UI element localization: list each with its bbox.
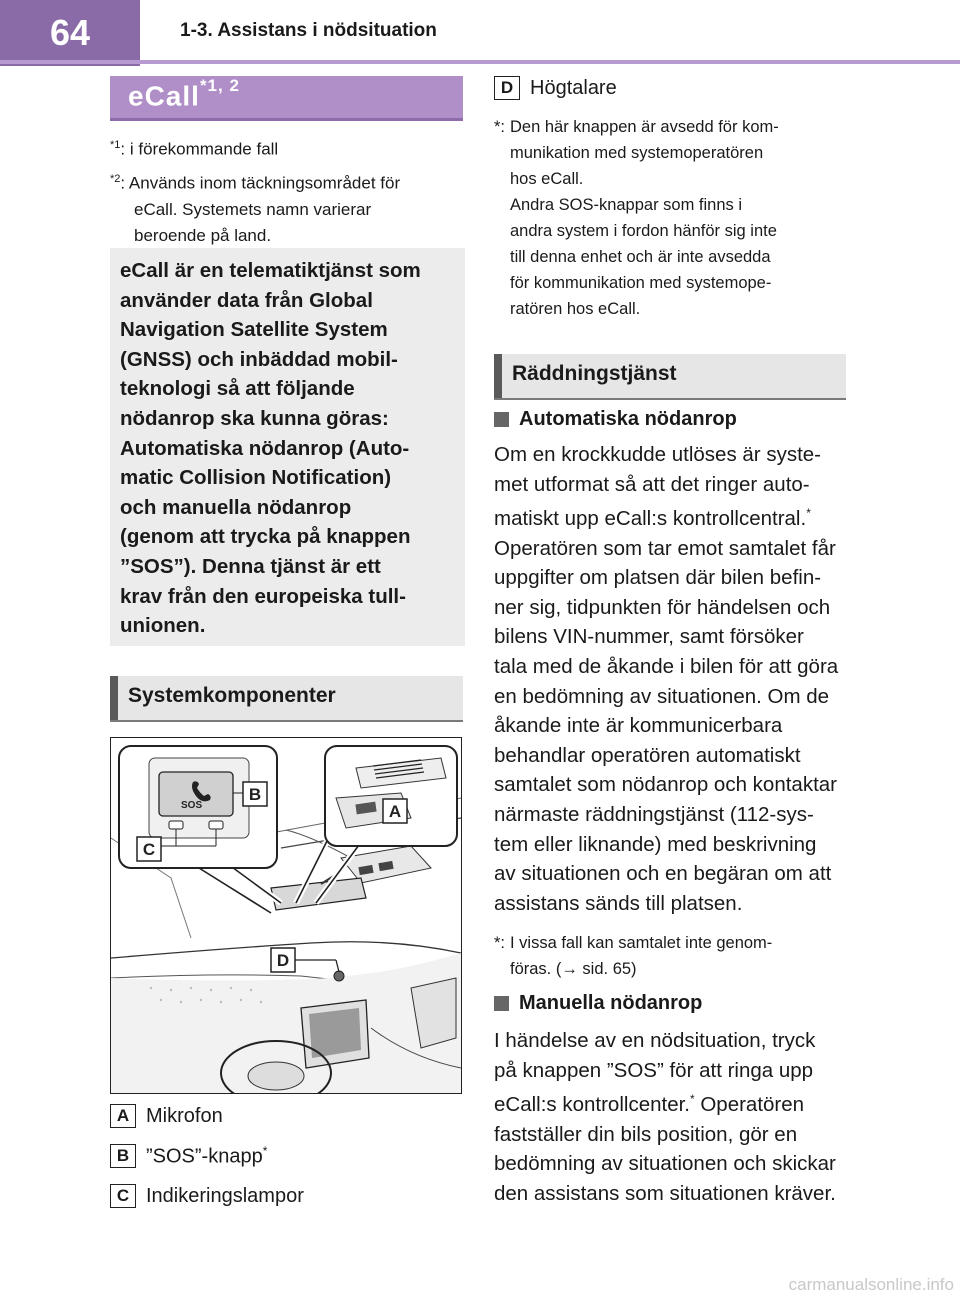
rescue-heading [494,354,846,400]
component-label: Högtalare [530,76,617,99]
auto-call-body: Om en krockkudde utlöses är syste- met utformat så att det ringer auto- matiskt upp eCall:s kontrollcentral.* Operatören som tar emot samtalet får uppgifter om platsen där bilen befin- ner sig, tidpunkten för händelsen och bilens VIN-nummer, samt försöker tala med de åkande i bilen för att göra en bedömning av situationen. Om de åkande inte är kommunicerbara behandlar operatören automatiskt samtalet som nödanrop och kontaktar närmaste räddningstjänst (112-sys- tem eller liknande) med beskrivning av situationen och en begäran om att assistans sänds till platsen. [494,443,839,915]
ecall-title-banner [110,76,463,121]
heading-bar [494,354,502,398]
callout-a [383,799,407,823]
svg-text:D: D [276,951,290,970]
auto-call-note: *: I vissa fall kan samtalet inte genom- föras. (→ sid. 65) [494,934,773,978]
footnote-1: $^{*1}$: i förekommande fall [110,139,279,159]
header-divider [0,60,960,64]
heading-text: Räddningstjänst [512,362,677,385]
letter-box: C [110,1184,136,1208]
letter-box: B [110,1144,136,1168]
dashboard-drawing [111,738,461,1093]
square-bullet-icon [494,412,509,427]
intro-box [110,248,465,646]
component-label: Indikeringslampor [146,1184,304,1207]
heading-text: Systemkomponenter [128,684,336,707]
callout-b [243,782,267,806]
page-number: 64 [0,0,140,66]
watermark: carmanualsonline.info [788,1275,954,1294]
system-components-heading [110,676,463,722]
intro-text: eCall är en telematiktjänst som använder data från Global Navigation Satellite System (GNSS) och inbäddad mobil- teknologi så att följande nödanrop ska kunna göras: Automatiska nödanrop (Auto- matic Collision Notification) och manuella nödanrop (genom att trycka på knappen ”SOS”). Denna tjänst är ett krav från den europeiska tull- unionen. [120,259,421,638]
svg-text:A: A [388,802,402,821]
svg-text:C: C [142,840,156,859]
letter-box: D [494,76,520,100]
sos-label: SOS [181,800,203,811]
speaker-note: *: Den här knappen är avsedd för kom- munikation med systemoperatören hos eCall. Andra SOS-knappar som finns i andra system i fordon hänför sig inte till denna enhet och är inte avsedda för kommunikation med systemope- ratören hos eCall. [494,118,779,318]
square-bullet-icon [494,996,509,1011]
heading-bar [110,676,118,720]
auto-call-title: Automatiska nödanrop [494,408,844,431]
ecall-title: eCall$^{*1, 2}$ [128,76,240,112]
section-title: 1-3. Assistans i nödsituation [180,20,437,41]
component-label: ”SOS”-knapp* [146,1144,268,1168]
manual-call-title: Manuella nödanrop [494,992,844,1015]
dashboard-illustration [110,737,462,1094]
callout-c [137,837,161,861]
svg-text:B: B [248,785,262,804]
letter-box: A [110,1104,136,1128]
component-d [494,76,617,100]
component-label: Mikrofon [146,1104,223,1127]
component-a [110,1104,223,1128]
callout-d [271,948,295,972]
ecall-title-sup: *1, 2 [199,76,240,95]
component-b [110,1144,267,1169]
manual-call-body: I händelse av en nödsituation, tryck på knappen ”SOS” för att ringa upp eCall:s kontrollcenter.* Operatören fastställer din bils position, gör en bedömning av situationen och skickar den assistans som situationen kräver. [494,1029,836,1205]
footnote-2: $^{*2}$: Används inom täckningsområdet för eCall. Systemets namn varierar beroende på land. [110,173,401,245]
component-c [110,1184,304,1208]
